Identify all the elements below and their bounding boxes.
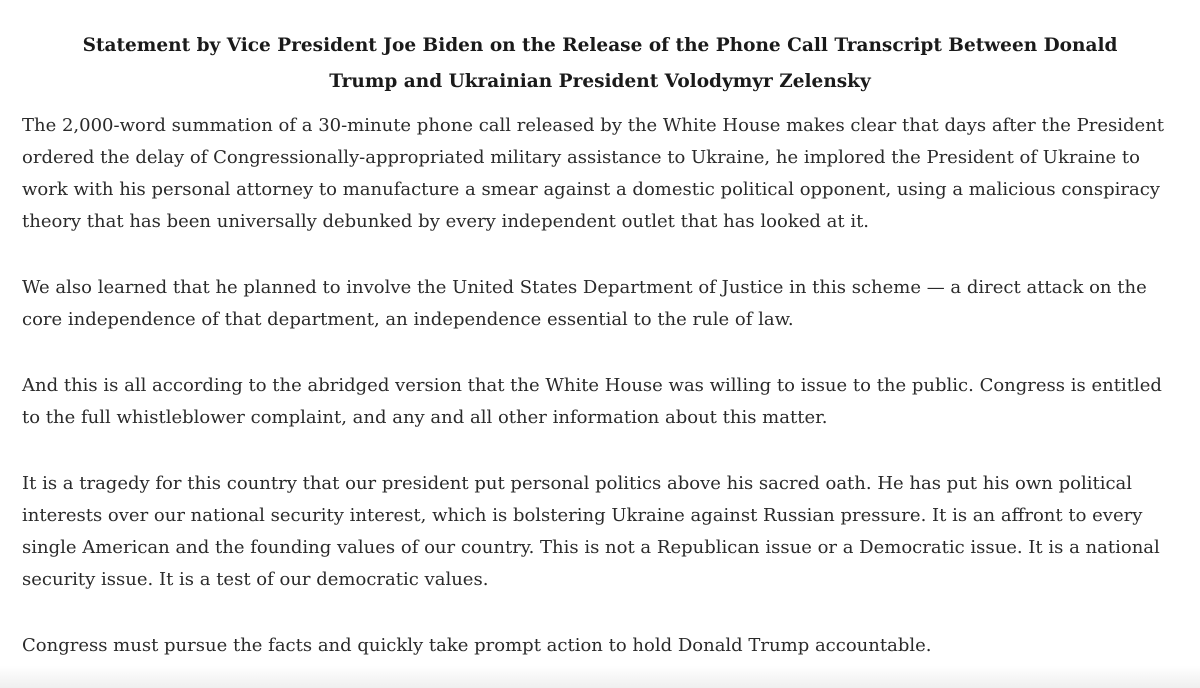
statement-title: Statement by Vice President Joe Biden on the Release of the Phone Call Transcript Between Donald Trump and Ukrainian President Volodymyr Zelensky [82,35,1118,92]
paragraph-1: The 2,000-word summation of a 30-minute phone call released by the White House makes clear that days after the President ordered the delay of Congressionally-appropriated military assistance to Ukraine, he implored the President of Ukraine to work with his personal attorney to manufacture a smear against a domestic political opponent, using a malicious conspiracy theory that has been universally debunked by every independent outlet that has looked at it. [22,115,1165,232]
paragraph-3: And this is all according to the abridged version that the White House was willing to issue to the public. Congress is entitled to the full whistleblower complaint, and any and all other information about this matter. [22,375,1162,428]
statement-body [22,110,1178,662]
bottom-edge-shadow [0,666,1200,688]
paragraph-5: Congress must pursue the facts and quickly take prompt action to hold Donald Trump accountable. [22,635,932,656]
paragraph-4: It is a tragedy for this country that our president put personal politics above his sacred oath. He has put his own political interests over our national security interest, which is bolstering Ukraine against Russian pressure. It is an affront to every single American and the founding values of our country. This is not a Republican issue or a Democratic issue. It is a national security issue. It is a test of our democratic values. [22,473,1160,590]
paragraph-2: We also learned that he planned to involve the United States Department of Justice in this scheme — a direct attack on the core independence of that department, an independence essential to the rule of law. [22,277,1147,330]
